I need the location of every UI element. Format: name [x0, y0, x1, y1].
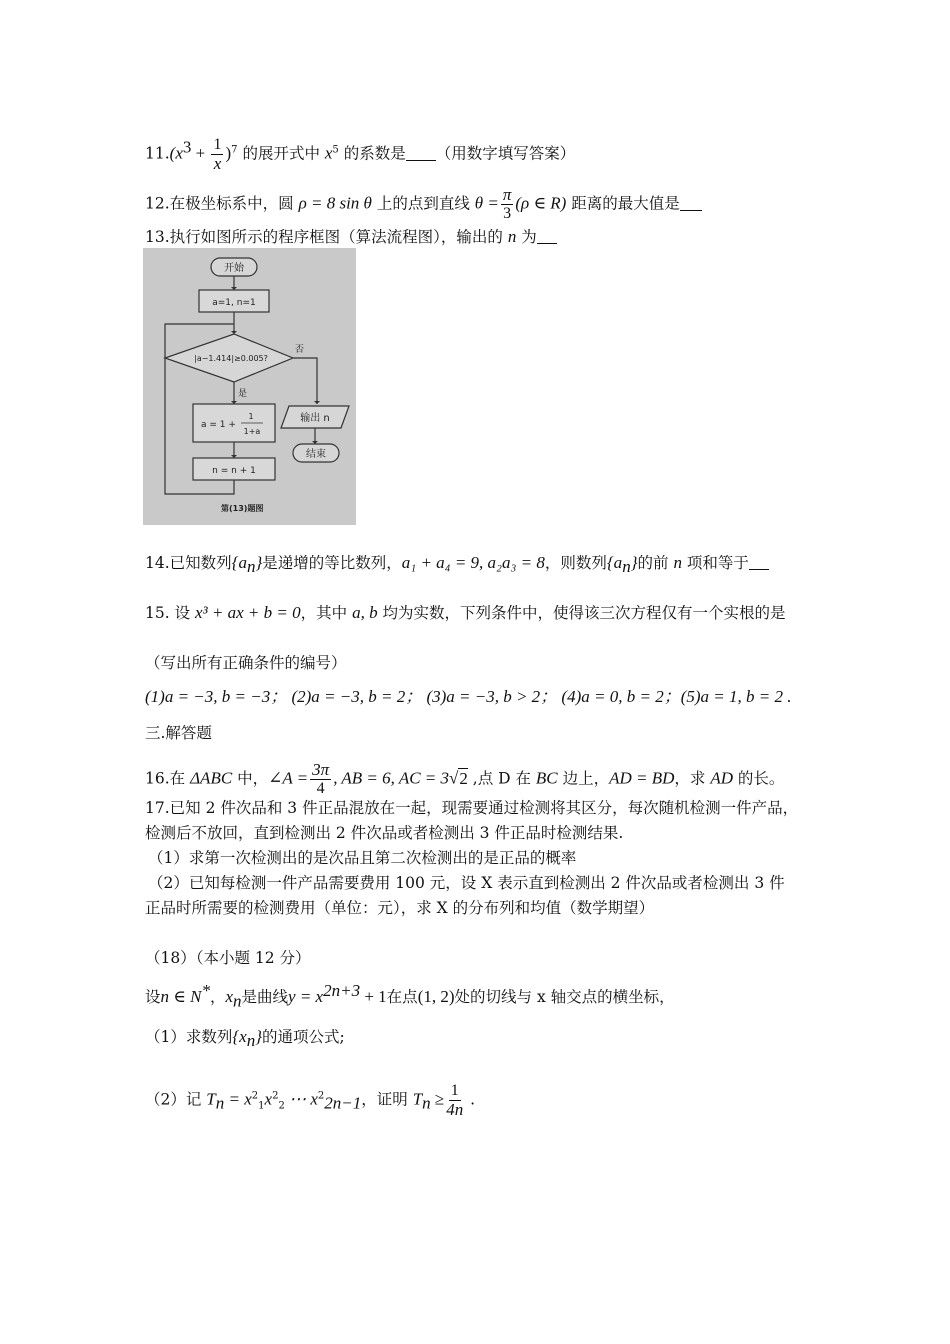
flowchart-caption: 第(13)题图 — [221, 504, 264, 513]
answer-blank — [406, 146, 436, 161]
q12-fraction: $\frac{\pi}{3}$ — [502, 185, 512, 222]
question-18-part1: （1）求数列$\{x_n\}$的通项公式; — [145, 1027, 345, 1051]
question-15-line2: （写出所有正确条件的编号） — [145, 654, 347, 672]
flowchart-init-label: a=1, n=1 — [212, 298, 256, 308]
question-17-line2: 检测后不放回，直到检测出 2 件次品或者检测出 3 件正品时检测结果. — [145, 824, 624, 842]
flowchart-end-label: 结束 — [306, 449, 326, 460]
flowchart-increment-label: n = n + 1 — [212, 466, 256, 476]
flowchart-figure — [143, 248, 356, 525]
flowchart-condition-label: |a−1.414|≥0.005? — [194, 354, 268, 363]
flowchart-output-label: 输出 n — [300, 413, 330, 424]
answer-blank — [749, 555, 769, 570]
question-12: 12.在极坐标系中，圆 ρ = 8 sin θ 上的点到直线 θ = $\frac{\pi}{3}$ (ρ ∈ R) 距离的最大值是 — [145, 186, 702, 223]
flowchart-assign-label: a = 1 + — [201, 420, 236, 430]
question-18-part2: （2）记 $T_n = x^2_1x^2_2$ ⋯ $x^2_{2n-1}$，证明 $T_n$ ≥ $\frac{1}{4n}$ . — [145, 1082, 476, 1119]
question-14: 14.已知数列$\{a_n\}$是递增的等比数列，a₁ + a₄ = 9, a₂a₃ = 8，则数列$\{a_n\}$的前 n 项和等于 — [145, 552, 769, 578]
question-18-stem: 设n ∈ N*，$x_n$是曲线$y = x^{2n+3} + 1$在点(1, 2)处的切线与 x 轴交点的横坐标， — [145, 981, 675, 1011]
flowchart-assign-den: 1+a — [243, 427, 261, 436]
section-heading: 三.解答题 — [145, 724, 212, 742]
question-11: $11.(x^3$ + $\frac{1}{x}$ )$^7$ 的展开式中 $x^5$ 的系数是 （用数字填写答案） — [145, 136, 576, 173]
question-17-part2: （2）已知每检测一件产品需要费用 100 元，设 X 表示直到检测出 2 件次品或者检测出 3 件 — [148, 874, 785, 892]
q16-fraction: $\frac{3\pi}{4}$ — [312, 760, 330, 797]
flowchart-svg — [143, 248, 356, 525]
question-17-line1: 17.已知 2 件次品和 3 件正品混放在一起，现需要通过检测将其区分，每次随机检测一件产品， — [145, 799, 799, 817]
q11-fraction: $\frac{1}{x}$ — [213, 136, 222, 173]
answer-blank — [680, 196, 702, 211]
answer-blank — [537, 229, 557, 244]
question-15: 15. 设 x³ + ax + b = 0，其中 a, b 均为实数，下列条件中，使得该三次方程仅有一个实根的是 — [145, 603, 786, 622]
q18-fraction: $\frac{1}{4n}$ — [446, 1082, 464, 1119]
question-17-part1: （1）求第一次检测出的是次品且第二次检测出的是正品的概率 — [148, 849, 577, 867]
flowchart-start-label: 开始 — [224, 263, 244, 274]
question-15-options: (1)a = −3, b = −3； (2)a = −3, b = 2； (3)a = −3, b > 2； (4)a = 0, b = 2；(5)a = 1, b = 2 . — [145, 687, 792, 706]
question-13: 13.执行如图所示的程序框图（算法流程图），输出的 n 为 — [145, 226, 557, 248]
flowchart-yes-label: 是 — [238, 389, 248, 399]
question-18-header: （18）（本小题 12 分） — [145, 949, 311, 967]
flowchart-assign-num: 1 — [248, 412, 254, 421]
flowchart-no-label: 否 — [295, 345, 305, 355]
question-17-part2-cont: 正品时所需要的检测费用（单位：元），求 X 的分布列和均值（数学期望） — [145, 899, 655, 917]
question-16: 16.在 ΔABC 中，∠A = $\frac{3\pi}{4}$ , AB = 6, AC = 3√2 ,点 D 在 BC 边上，AD = BD，求 AD 的长。 — [145, 760, 785, 797]
q11-number: 11. — [145, 144, 170, 163]
